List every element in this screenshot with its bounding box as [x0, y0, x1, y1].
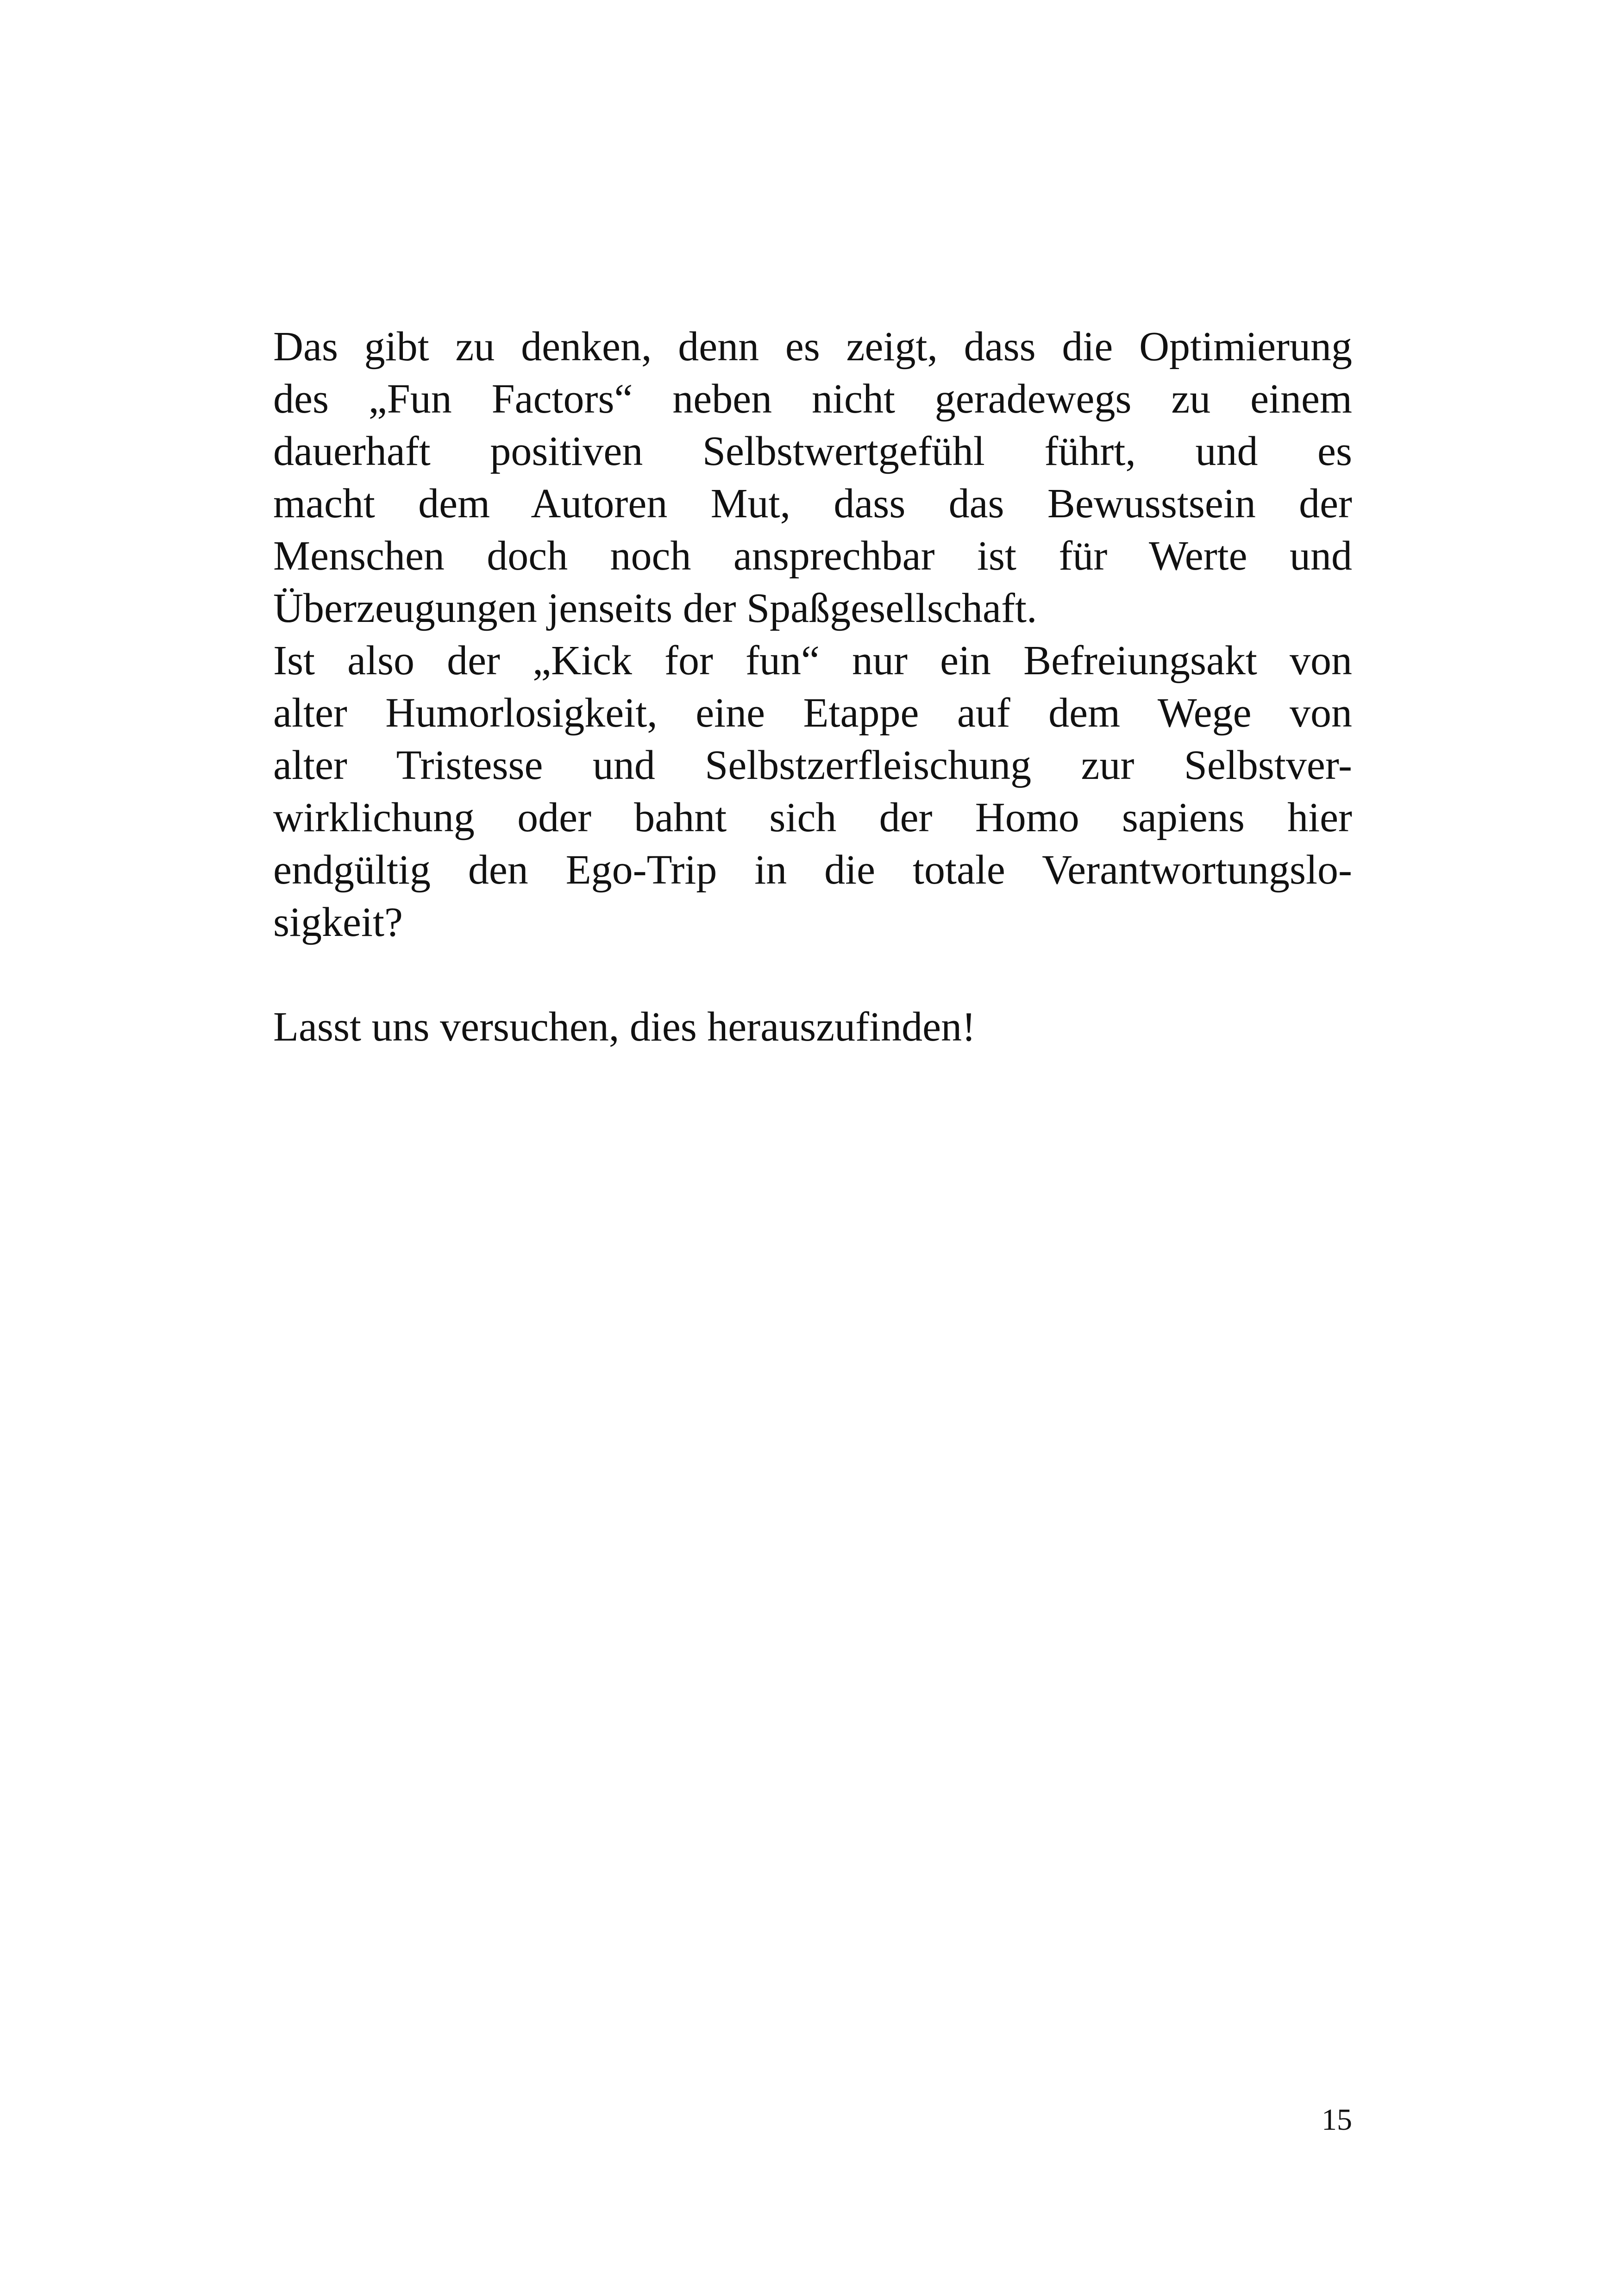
paragraph-1-line-1: Das gibt zu denken, denn es zeigt, dass die Optimierung: [273, 324, 1352, 370]
paragraph-spacer: [273, 948, 1352, 1001]
paragraph-1-line-6: Überzeugungen jenseits der Spaßgesellschaft.: [273, 585, 1037, 631]
paragraph-2-line-6: sigkeit?: [273, 899, 403, 945]
paragraph-2-line-2: alter Humorlosigkeit, eine Etappe auf dem Wege von: [273, 690, 1352, 736]
body-text: [273, 320, 1352, 1053]
paragraph-2-line-1: Ist also der „Kick for fun“ nur ein Befreiungsakt von: [273, 638, 1352, 684]
closing-sentence: Lasst uns versuchen, dies herauszufinden!: [273, 1004, 976, 1050]
paragraph-1-line-3: dauerhaft positiven Selbstwertgefühl führt, und es: [273, 428, 1352, 474]
page-number: 15: [1322, 2103, 1352, 2137]
paragraph-1-line-4: macht dem Autoren Mut, dass das Bewusstsein der: [273, 481, 1352, 527]
paragraph-2-line-3: alter Tristesse und Selbstzerfleischung zur Selbstver-: [273, 742, 1352, 788]
paragraph-1-line-5: Menschen doch noch ansprechbar ist für Werte und: [273, 533, 1352, 579]
paragraph-2-line-4: wirklichung oder bahnt sich der Homo sapiens hier: [273, 795, 1352, 841]
paragraph-2-line-5: endgültig den Ego-Trip in die totale Verantwortungslo-: [273, 847, 1352, 893]
paragraph-1-line-2: des „Fun Factors“ neben nicht geradewegs zu einem: [273, 376, 1352, 422]
